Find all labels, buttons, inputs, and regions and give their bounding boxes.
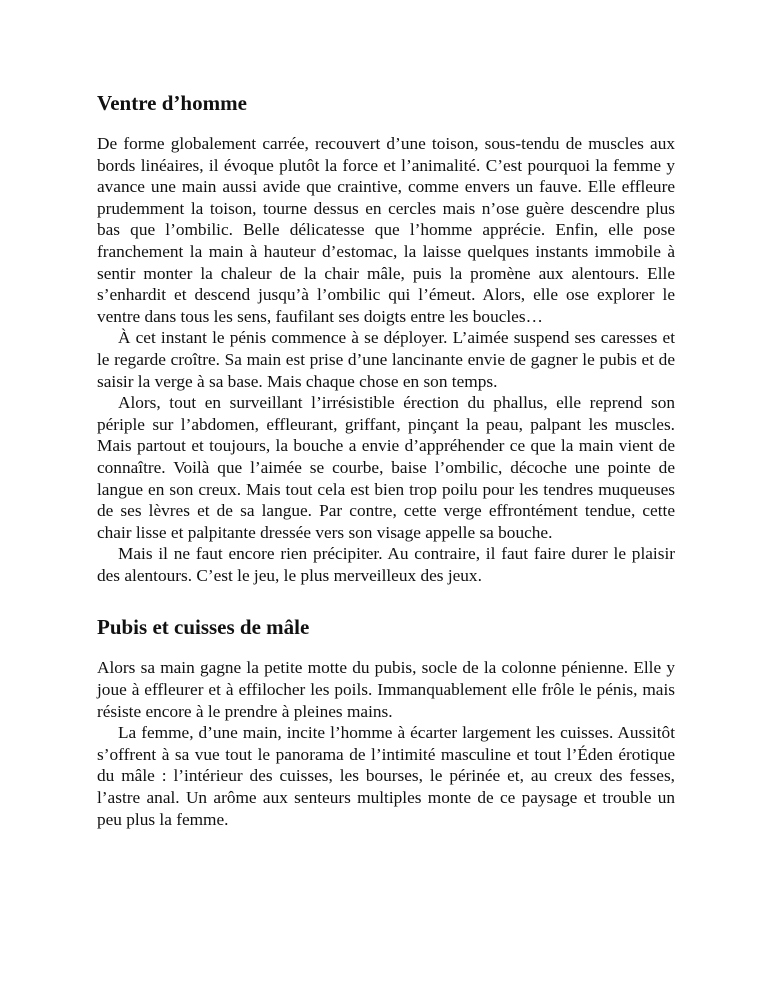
section-pubis [97,612,675,830]
paragraph: La femme, d’une main, incite l’homme à écarter largement les cuisses. Aussitôt s’offrent à sa vue tout le panorama de l’intimité masculine et tout l’Éden érotique du mâle : l’intérieur des cuisses, les bourses, le périnée et, au creux des fesses, l’astre anal. Un arôme aux senteurs multiples monte de ce paysage et trouble un peu plus la femme. [97,723,675,829]
paragraph: Mais il ne faut encore rien précipiter. Au contraire, il faut faire durer le plaisir des alentours. C’est le jeu, le plus merveilleux des jeux. [97,544,675,585]
section-ventre [97,88,675,586]
section-heading: Pubis et cuisses de mâle [97,615,310,640]
paragraph: De forme globalement carrée, recouvert d’une toison, sous-tendu de muscles aux bords linéaires, il évoque plutôt la force et l’animalité. C’est pourquoi la femme y avance une main aussi avide que craintive, comme envers un fauve. Elle effleure prudemment la toison, tourne dessus en cercles mais n’ose guère descendre plus bas que l’ombilic. Belle délicatesse que l’homme apprécie. Enfin, elle pose franchement la main à hauteur d’estomac, la laisse quelques instants immobile à sentir monter la chaleur de la chair mâle, puis la promène aux alentours. Elle s’enhardit et descend jusqu’à l’ombilic qui l’émeut. Alors, elle ose explorer le ventre dans tous les sens, faufilant ses doigts entre les boucles… [97,134,675,326]
paragraph: À cet instant le pénis commence à se déployer. L’aimée suspend ses caresses et le regarde croître. Sa main est prise d’une lancinante envie de gagner le pubis et de saisir la verge à sa base. Mais chaque chose en son temps. [97,328,675,391]
paragraph: Alors, tout en surveillant l’irrésistible érection du phallus, elle reprend son périple sur l’abdomen, effleurant, griffant, pinçant la peau, palpant les muscles. Mais partout et toujours, la bouche a envie d’appréhender ce que la main vient de connaître. Voilà que l’aimée se courbe, baise l’ombilic, décoche une pointe de langue en son creux. Mais tout cela est bien trop poilu pour les tendres muqueuses de ses lèvres et de sa langue. Par contre, cette verge effrontément tendue, cette chair lisse et palpitante dressée vers son visage appelle sa bouche. [97,393,675,542]
document-page [97,88,675,830]
paragraph: Alors sa main gagne la petite motte du pubis, socle de la colonne pénienne. Elle y joue à effleurer et à effilocher les poils. Immanquablement elle frôle le pénis, mais résiste encore à le prendre à pleines mains. [97,658,675,721]
section-heading: Ventre d’homme [97,91,247,115]
